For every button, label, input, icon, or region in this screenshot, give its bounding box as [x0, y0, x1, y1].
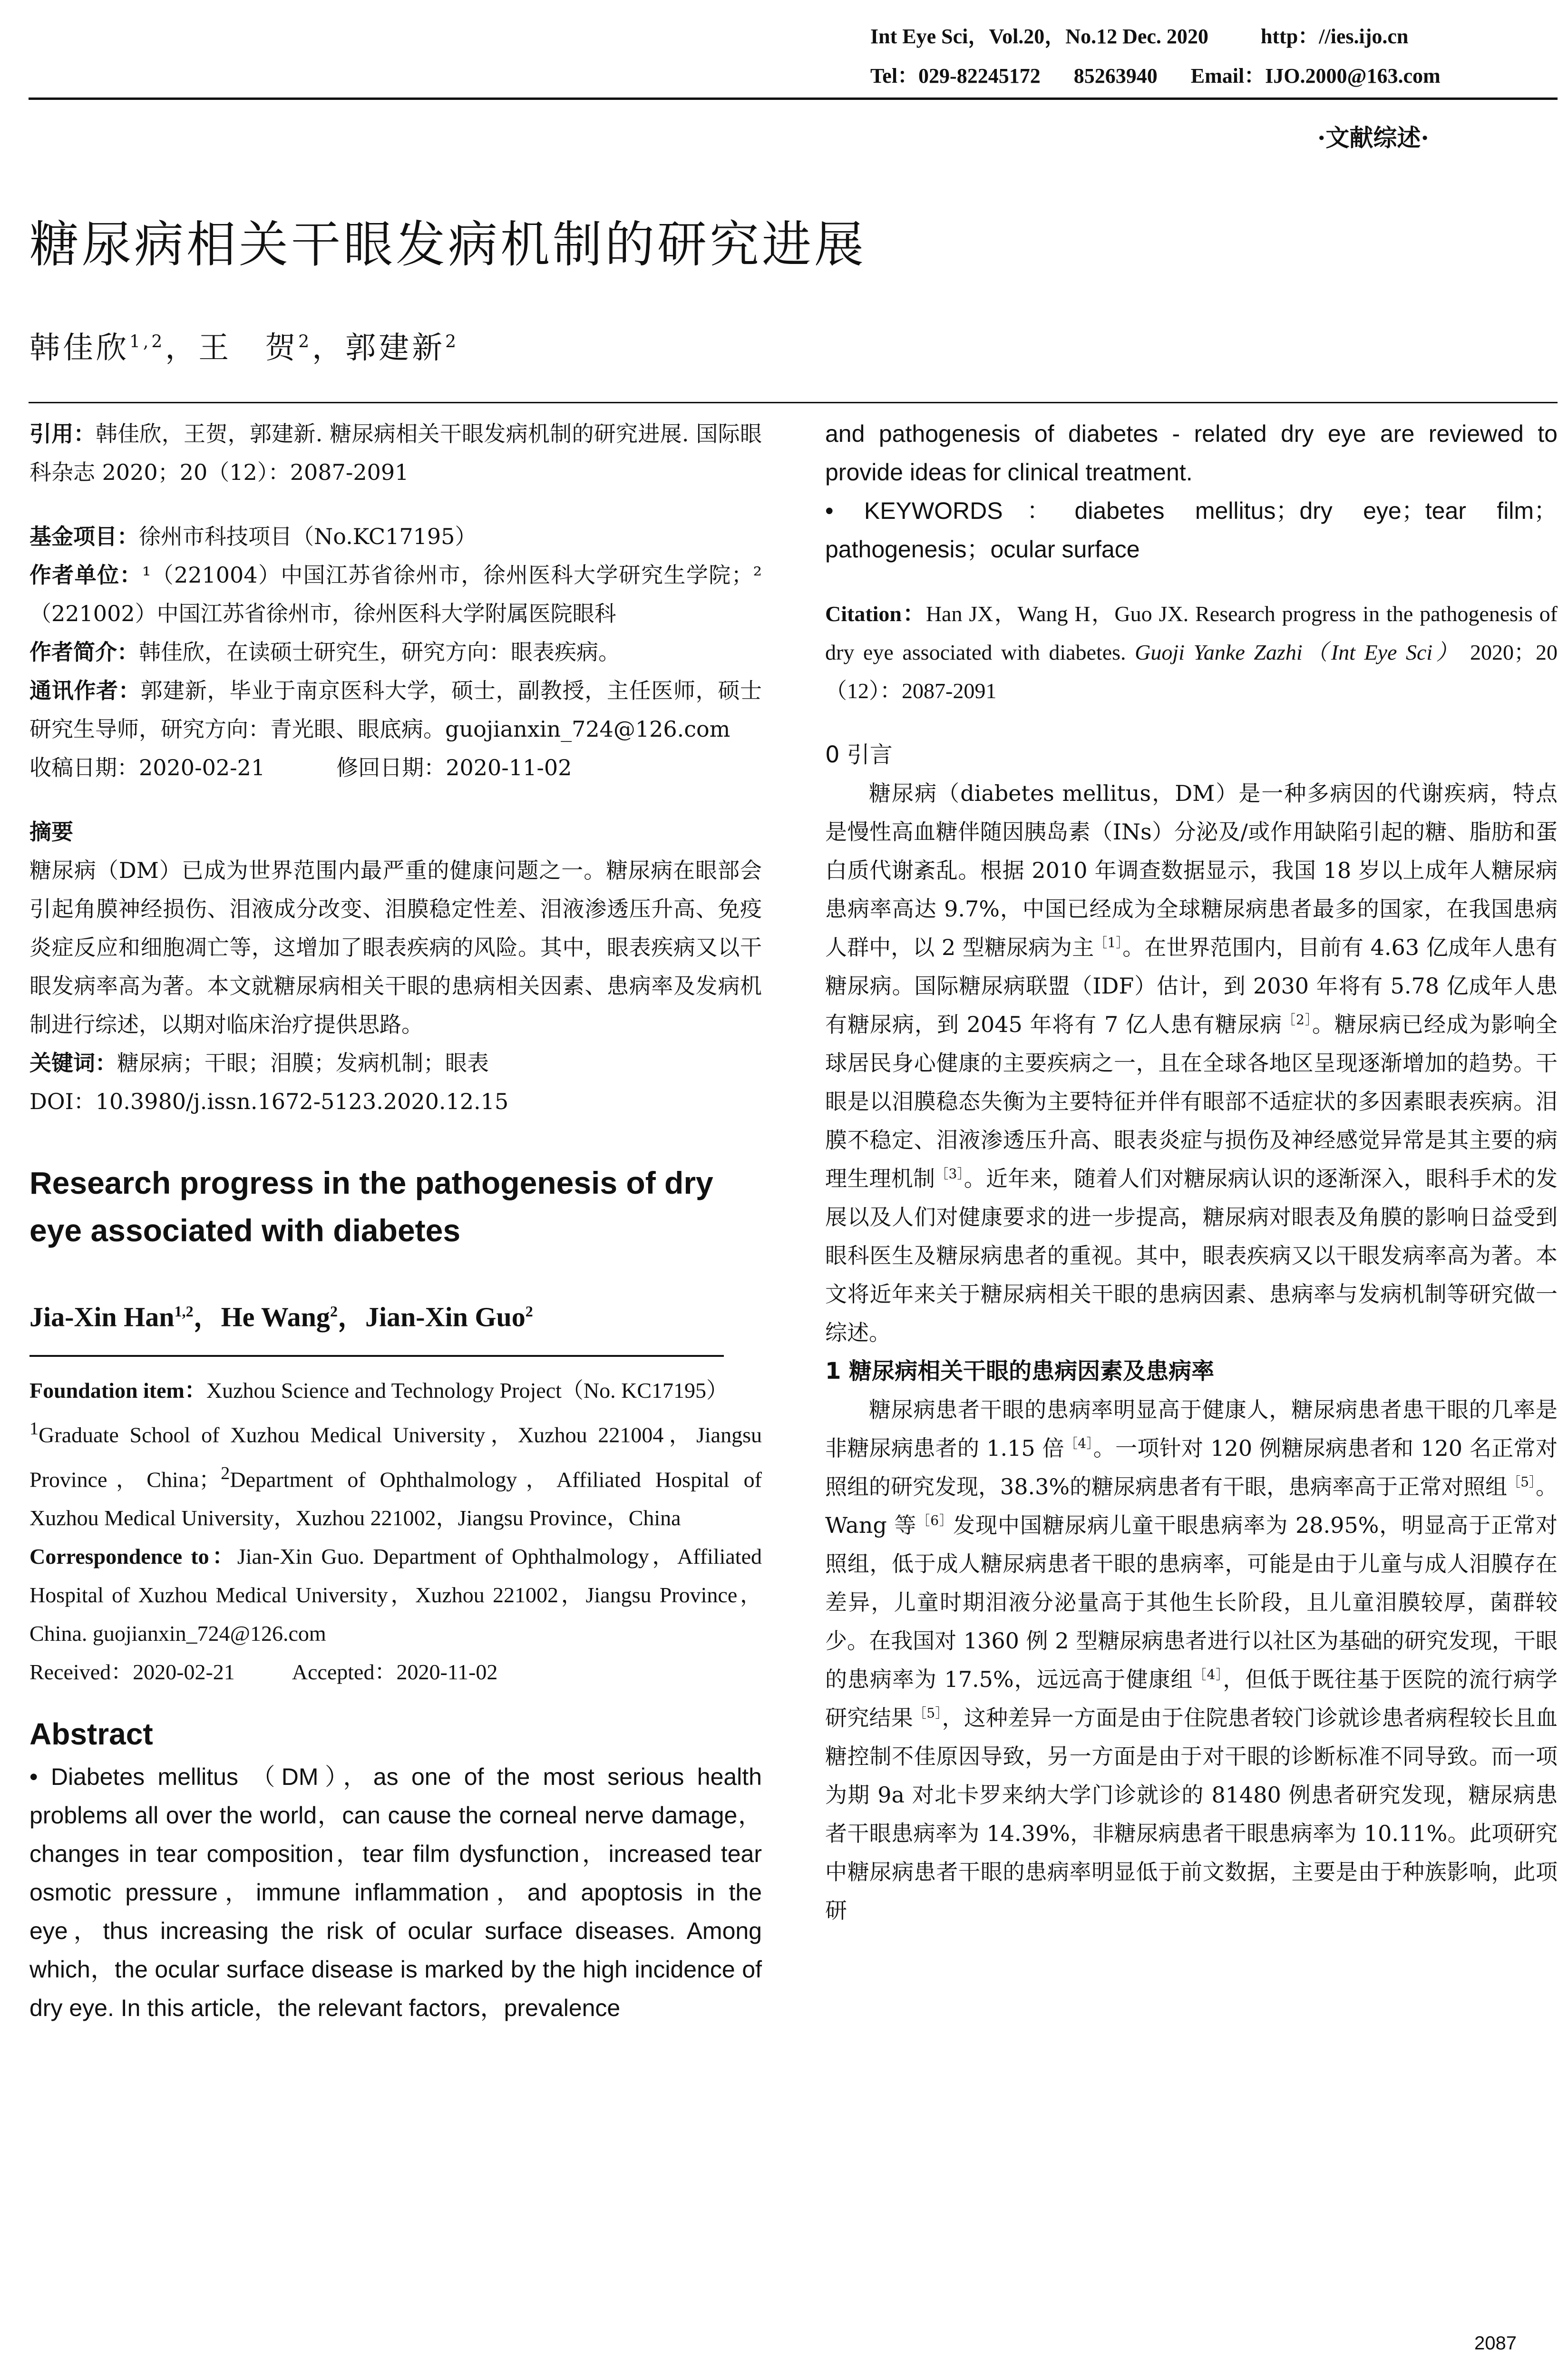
doi: DOI：10.3980/j.issn.1672-5123.2020.12.15	[29, 1089, 509, 1114]
journal-info: Int Eye Sci，Vol.20，No.12 Dec. 2020	[870, 25, 1208, 48]
abstract-cn-text: 糖尿病（DM）已成为世界范围内最严重的健康问题之一。糖尿病在眼部会引起角膜神经损伤、泪液成分改变、泪膜稳定性差、泪液渗透压升高、免疫炎症反应和细胞凋亡等，这增加了眼表疾病的风险。其中，眼表疾病又以干眼发病率高为著。本文就糖尿病相关干眼的患病相关因素、患病率及发病机制进行综述，以期对临床治疗提供思路。	[29, 857, 762, 1037]
citation-cn-label: 引用：	[29, 421, 96, 447]
author-2: ，王 贺	[165, 331, 299, 366]
received-cn: 收稿日期：2020-02-21	[29, 755, 265, 780]
citation-en	[825, 594, 1558, 710]
fund-cn-label: 基金项目：	[29, 524, 139, 549]
unit-cn-label: 作者单位：	[29, 562, 142, 588]
aff1-text: Graduate School of Xuzhou Medical University，Xuzhou 221004，Jiangsu Province，China；	[29, 1422, 762, 1491]
journal-tel2: 85263940	[1073, 64, 1158, 88]
citation-en-label: Citation：	[825, 602, 926, 626]
header-rule	[29, 97, 1558, 100]
section-1-paragraph	[825, 1391, 1558, 1930]
s1-text-6: ，这种差异一方面是由于住院患者较门诊就诊患者病程较长且血糖控制不佳原因导致，另一方面是由于对干眼的诊断标准不同导致。而一项为期 9a 对北卡罗来纳大学门诊就诊的 81480 例患者研究发现，糖尿病患者干眼患病率为 14.39%，非糖尿病患者干眼患病率为 10.11%。此项研究中糖尿病患者干眼的患病率明显低于前文数据，主要是由于种族影响，此项研	[825, 1705, 1558, 1923]
intro-text-4: 。近年来，随着人们对糖尿病认识的逐渐深入，眼科手术的发展以及人们对健康要求的进一步提高，糖尿病对眼表及角膜的影响日益受到眼科医生及糖尿病患者的重视。其中，眼表疾病又以干眼发病率高为著。本文将近年来关于糖尿病相关干眼的患病因素、患病率与发病机制等研究做一综述。	[825, 1166, 1558, 1345]
authors-cn	[29, 323, 459, 367]
journal-header-line2	[870, 58, 1441, 89]
aff1-sup: 1	[29, 1419, 39, 1439]
dates-en	[29, 1653, 762, 1691]
correspondence-en-text: Jian-Xin Guo. Department of Ophthalmology，Affiliated Hospital of Xuzhou Medical University，Xuzhou 221002，Jiangsu Province，China. guojianxin_724@126.com	[29, 1544, 762, 1646]
s1-text-5: ，但低于既往基于医院的流行病学研究结果	[825, 1666, 1558, 1731]
page-title: 糖尿病相关干眼发病机制的研究进展	[29, 215, 867, 273]
ref-3: ［3］	[935, 1166, 964, 1182]
en-author-3-affil: 2	[525, 1303, 533, 1320]
affiliations-en	[29, 1410, 762, 1537]
section-tag: ·文献综述·	[1317, 124, 1429, 152]
ref-4b: ［4］	[1193, 1666, 1223, 1683]
unit-cn-text: ¹（221004）中国江苏省徐州市，徐州医科大学研究生学院；²（221002）中国江苏省徐州市，徐州医科大学附属医院眼科	[29, 562, 762, 626]
foundation-en-label: Foundation item：	[29, 1378, 206, 1403]
s1-text-1: 糖尿病患者干眼的患病率明显高于健康人，糖尿病患者患干眼的几率是非糖尿病患者的 1.15 倍	[825, 1397, 1558, 1461]
aff2-text: Department of Ophthalmology，Affiliated Hospital of Xuzhou Medical University，Xuzhou 221002，Jiangsu Province，China	[29, 1467, 762, 1530]
en-author-1: Jia-Xin Han	[29, 1301, 175, 1333]
author-3: ，郭建新	[312, 331, 446, 366]
intro-text-2: 。在世界范围内，目前有 4.63 亿成年人患有糖尿病。国际糖尿病联盟（IDF）估计，到 2030 年将有 5.78 亿成年人患有糖尿病，到 2045 年将有 7 亿人患有糖尿病	[825, 935, 1558, 1037]
keywords-cn	[29, 1044, 762, 1082]
author-1: 韩佳欣	[29, 331, 129, 366]
en-author-2-affil: 2	[330, 1303, 338, 1320]
journal-website: http：//ies.ijo.cn	[1260, 25, 1409, 48]
keywords-cn-text: 糖尿病；干眼；泪膜；发病机制；眼表	[117, 1050, 489, 1076]
intro-paragraph	[825, 774, 1558, 1352]
citation-en-journal: Guoji Yanke Zazhi（Int Eye Sci）	[1135, 640, 1461, 664]
ref-2: ［2］	[1282, 1012, 1312, 1028]
citation-en-tail: 2020；20（12）：2087-2091	[825, 640, 1558, 703]
revised-cn: 修回日期：2020-11-02	[336, 755, 572, 780]
abstract-en-continued: and pathogenesis of diabetes - related dry eye are reviewed to provide ideas for clinical treatment.	[825, 420, 1558, 486]
foundation-en-text: Xuzhou Science and Technology Project（No. KC17195）	[206, 1378, 729, 1403]
english-title: Research progress in the pathogenesis of dry eye associated with diabetes	[29, 1165, 713, 1248]
journal-header-line1	[870, 19, 1408, 49]
author-3-affil: 2	[445, 332, 459, 352]
en-author-3: ，Jian-Xin Guo	[337, 1301, 526, 1333]
s1-text-3: 。Wang 等	[825, 1474, 1558, 1538]
intro-text-1: 糖尿病（diabetes mellitus，DM）是一种多病因的代谢疾病，特点是慢性高血糖伴随因胰岛素（INs）分泌及/或作用缺陷引起的糖、脂肪和蛋白质代谢紊乱。根据 2010 年调查数据显示，我国 18 岁以上成年人糖尿病患病率高达 9.7%，中国已经成为全球糖尿病患者最多的国家，在我国患病人群中，以 2 型糖尿病为主	[825, 780, 1558, 960]
right-column	[825, 415, 1558, 1930]
ref-5b: ［5］	[913, 1705, 942, 1721]
abstract-cn-label: 摘要	[29, 819, 73, 845]
journal-email: Email：IJO.2000@163.com	[1190, 64, 1441, 88]
citation-cn-text: 韩佳欣，王贺，郭建新. 糖尿病相关干眼发病机制的研究进展. 国际眼科杂志 2020；20（12）：2087-2091	[29, 421, 762, 485]
citation-cn	[29, 415, 762, 492]
bio-cn-label: 作者简介：	[29, 639, 139, 665]
journal-tel: Tel：029-82245172	[870, 64, 1041, 88]
dates-cn	[29, 749, 762, 787]
s1-text-2: 。一项针对 120 例糖尿病患者和 120 名正常对照组的研究发现，38.3%的糖尿病患者有干眼，患病率高于正常对照组	[825, 1435, 1558, 1500]
left-column	[29, 415, 762, 2027]
bio-cn-text: 韩佳欣，在读硕士研究生，研究方向：眼表疾病。	[139, 639, 620, 665]
en-author-1-affil: 1,2	[174, 1303, 194, 1320]
aff2-sup: 2	[221, 1463, 230, 1483]
authors-rule	[29, 402, 1558, 403]
ref-1: ［1］	[1094, 935, 1123, 951]
bio-cn	[29, 633, 762, 672]
correspondence-en-label: Correspondence to：	[29, 1544, 237, 1568]
author-2-affil: 2	[298, 332, 312, 352]
citation-en-text: Han JX，Wang H，Guo JX. Research progress in the pathogenesis of dry eye associated with diabetes.	[825, 602, 1558, 664]
abstract-en-text: • Diabetes mellitus （DM），as one of the most serious health problems all over the world，can cause the corneal nerve damage，changes in tear composition，tear film dysfunction，increased tear osmotic pressure，immune inflammation，and apoptosis in the eye，thus increasing the risk of ocular surface diseases. Among which，the ocular surface disease is marked by the high incidence of dry eye. In this article，the relevant factors，prevalence	[29, 1763, 762, 2021]
fund-cn-text: 徐州市科技项目（No.KC17195）	[139, 524, 477, 549]
ref-5: ［5］	[1507, 1474, 1536, 1490]
unit-cn	[29, 556, 762, 633]
accepted-en: Accepted：2020-11-02	[292, 1659, 498, 1684]
s1-text-4: 发现中国糖尿病儿童干眼患病率为 28.95%，明显高于正常对照组，低于成人糖尿病患者干眼的患病率，可能是由于儿童与成人泪膜存在差异，儿童时期泪液分泌量高于其他生长阶段，且儿童泪膜较厚，菌群较少。在我国对 1360 例 2 型糖尿病患者进行以社区为基础的研究发现，干眼的患病率为 17.5%，远远高于健康组	[825, 1512, 1558, 1692]
ref-4: ［4］	[1064, 1435, 1093, 1452]
keywords-cn-label: 关键词：	[29, 1050, 117, 1076]
section-1-heading: 1 糖尿病相关干眼的患病因素及患病率	[825, 1358, 1215, 1384]
ref-6: ［6］	[916, 1512, 954, 1529]
section-0-heading: 0 引言	[825, 741, 893, 768]
english-authors	[29, 1292, 762, 1336]
correspondence-en	[29, 1537, 762, 1653]
corr-cn-text: 郭建新，毕业于南京医科大学，硕士，副教授，主任医师，硕士研究生导师，研究方向：青光眼、眼底病。guojianxin_724@126.com	[29, 678, 762, 742]
en-author-2: ，He Wang	[193, 1301, 330, 1333]
author-1-affil: 1,2	[129, 332, 166, 352]
keywords-en: • KEYWORDS：diabetes mellitus；dry eye；tear film；pathogenesis；ocular surface	[825, 497, 1558, 563]
intro-text-3: 。糖尿病已经成为影响全球居民身心健康的主要疾病之一，且在全球各地区呈现逐渐增加的趋势。干眼是以泪膜稳态失衡为主要特征并伴有眼部不适症状的多因素眼表疾病。泪膜不稳定、泪液渗透压升高、眼表炎症与损伤及神经感觉异常是其主要的病理生理机制	[825, 1012, 1558, 1191]
foundation-en	[29, 1371, 762, 1410]
page-number: 2087	[1474, 2333, 1517, 2354]
corr-cn-label: 通讯作者：	[29, 678, 141, 703]
fund-cn	[29, 517, 762, 556]
corr-cn	[29, 672, 762, 749]
abstract-en-heading: Abstract	[29, 1716, 153, 1751]
received-en: Received：2020-02-21	[29, 1659, 235, 1684]
